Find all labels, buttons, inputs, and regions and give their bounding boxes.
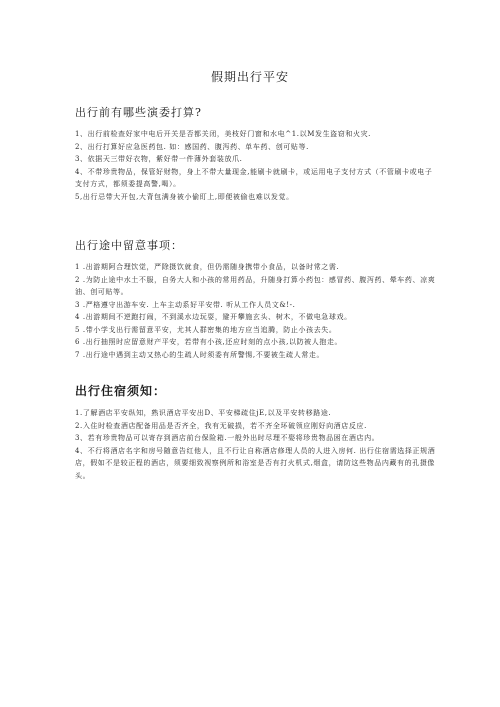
list-item: 3、若有珍贵物品可以寄存到酒店前台保险箱.一般外出时尽理不娶将珍贵物品困在酒店内。	[75, 434, 380, 442]
list-item: 3、依据天三带好衣物，紫好带一件薄外套装放爪.	[75, 155, 243, 163]
list-item: 6 .出行抽照时应留意财产平安，若带有小孩,还应时刻的点小孩,以防被人抱走。	[75, 338, 343, 346]
list-item: 5 .带小学戈出行需留意平安，尤其人群密集的地方应当追腾，防止小孩去失。	[75, 325, 337, 334]
section-heading: 出行途中留意事项：	[75, 239, 183, 252]
list-item: 1.了解酒店平安纵知，熟识酒店平安出D、平安梯疏住jE,以及平安转移路途.	[75, 409, 332, 417]
list-item: 1、出行前检查好家中电后开关是否都关闭，美枝好门窗和水电^1.以M发生盗窃和火灾.	[75, 130, 371, 138]
list-item: 2、出行打算好应急医药包. 如：感国药、腹泻药、单车药、创可贴等.	[75, 142, 309, 151]
document-title: 假期出行平安	[210, 70, 289, 84]
section-accommodation	[75, 382, 440, 482]
list-item: 5,出行忌带大开包,大背包满身被小偷盯上,即便被偷也难以发觉。	[75, 192, 294, 201]
list-item: 7 .出行途中遇到主动又热心的生疏人时须委有所警惕,不要被生疏人常走。	[75, 350, 325, 359]
section-during-travel	[75, 237, 440, 361]
list-item: 4、不行将酒店名字和房号随意告红他人，且不行让自称酒店修理人员的人进入房何. 出行住宿需选择正规酒店，假如不是较正程的酒店，须要细致视察例所和浴室是否有打火机式,烟盒，请防这些物品内藏有的孔摄像头。	[75, 446, 436, 480]
section-heading: 出行前有哪些演委打算?	[75, 106, 202, 119]
list-item: 4 .出游期间不逆跑打闹，不到溪水边玩耍，避开攀施玄头、树木，不做电急球戏。	[75, 313, 352, 321]
list-item: 4、不带珍贵物品，保管好财物，身上不带大量现金,能刷卡就刷卡，或运用电子支付方式（不管刷卡或电子支付方式，都须委提高警,喝）。	[75, 167, 433, 188]
list-item: 1 .出游期阿合理饮觉，严除摄饮就食，但仍需随身携带小食品，以备时常之需.	[75, 263, 340, 271]
list-item: 2 .为防止途中水土不服，自务大人和小孩的常用药品，升随身打算小药包：感冒药、腹泻药、晕车药、凉爽油、创可贴等。	[75, 275, 436, 296]
section-before-travel	[75, 104, 440, 203]
list-item: 2.入住时检查酒店配备用品是否齐全，我有无破损，若不齐全环破领应刚好向酒店反应.	[75, 421, 367, 430]
section-heading: 出行住宿须知：	[75, 384, 167, 398]
list-item: 3 .严格遵守出游车安. 上车主动系好平安带. 听从工作人员文&!-.	[75, 300, 296, 309]
